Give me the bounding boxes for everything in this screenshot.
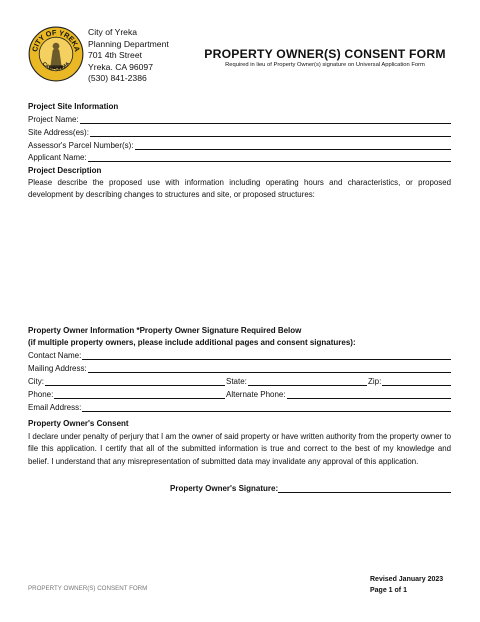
phone-label: Phone: [28, 390, 54, 399]
project-site-heading: Project Site Information [28, 102, 119, 111]
footer-form-name: PROPERTY OWNER(S) CONSENT FORM [28, 585, 148, 592]
project-description-heading: Project Description [28, 166, 102, 175]
revision-date: Revised January 2023 [370, 576, 444, 583]
zip-label: Zip: [368, 377, 382, 386]
address-line: 701 4th Street [88, 50, 142, 61]
signature-field[interactable] [170, 483, 451, 493]
project-name-label: Project Name: [28, 115, 79, 124]
project-description-instructions: Please describe the proposed use with information including operating hours and characteristics, or proposed development by describing changes to structures and site, or proposed structures: [28, 178, 451, 200]
parcel-number-line[interactable] [135, 142, 451, 150]
svg-text:CALIFORNIA: CALIFORNIA [40, 61, 72, 73]
address-line: Yreka. CA 96097 [88, 61, 153, 72]
contact-name-field[interactable] [28, 350, 451, 360]
parcel-number-label: Assessor's Parcel Number(s): [28, 141, 134, 150]
signature-line[interactable] [278, 485, 451, 493]
contact-name-line[interactable] [82, 352, 451, 360]
email-field[interactable] [28, 402, 451, 412]
owner-info-subheading: (if multiple property owners, please include additional pages and consent signatures): [28, 338, 356, 347]
applicant-name-field[interactable] [28, 152, 451, 162]
phone-field[interactable] [28, 389, 225, 399]
zip-line[interactable] [382, 378, 451, 386]
site-address-field[interactable] [28, 127, 451, 137]
consent-heading: Property Owner's Consent [28, 419, 129, 428]
state-line[interactable] [248, 378, 367, 386]
form-title: PROPERTY OWNER(S) CONSENT FORM [204, 47, 446, 61]
consent-declaration: I declare under penalty of perjury that I am the owner of said property or have written authority from the property owner to file this application. I certify that all of the submitted information is true and correct to the best of my knowledge and belief. I understand that any misrepresentation of submitted data may invalidate any approval of this application. [28, 432, 451, 466]
mailing-address-label: Mailing Address: [28, 364, 87, 373]
applicant-name-line[interactable] [88, 154, 451, 162]
address-phone: (530) 841-2386 [88, 73, 147, 84]
alternate-phone-label: Alternate Phone: [226, 390, 286, 399]
contact-name-label: Contact Name: [28, 351, 82, 360]
signature-label: Property Owner's Signature: [170, 484, 279, 493]
form-title-block [180, 47, 470, 68]
owner-info-heading: Property Owner Information *Property Owner Signature Required Below [28, 326, 302, 335]
city-seal-logo [28, 26, 84, 82]
project-description-area[interactable] [28, 205, 451, 320]
state-field[interactable] [226, 376, 367, 386]
state-label: State: [226, 377, 247, 386]
footer-revision-block [370, 574, 443, 596]
city-field[interactable] [28, 376, 225, 386]
address-line: City of Yreka [88, 27, 138, 37]
city-label: City: [28, 377, 44, 386]
alternate-phone-line[interactable] [287, 391, 451, 399]
email-label: Email Address: [28, 403, 82, 412]
email-line[interactable] [82, 404, 451, 412]
mailing-address-line[interactable] [88, 365, 451, 373]
svg-text:CITY OF YREKA: CITY OF YREKA [30, 27, 82, 53]
city-line[interactable] [45, 378, 225, 386]
site-address-line[interactable] [90, 129, 451, 137]
alternate-phone-field[interactable] [226, 389, 451, 399]
zip-field[interactable] [368, 376, 451, 386]
phone-line[interactable] [54, 391, 225, 399]
page-number: Page 1 of 1 [370, 587, 407, 594]
address-line: Planning Department [88, 38, 169, 49]
project-name-field[interactable] [28, 114, 451, 124]
department-address [88, 27, 169, 85]
parcel-number-field[interactable] [28, 140, 451, 150]
applicant-name-label: Applicant Name: [28, 153, 87, 162]
site-address-label: Site Address(es): [28, 128, 89, 137]
project-name-line[interactable] [80, 116, 451, 124]
form-subtitle: Required in lieu of Property Owner(s) signature on Universal Application Form [225, 62, 425, 68]
mailing-address-field[interactable] [28, 363, 451, 373]
